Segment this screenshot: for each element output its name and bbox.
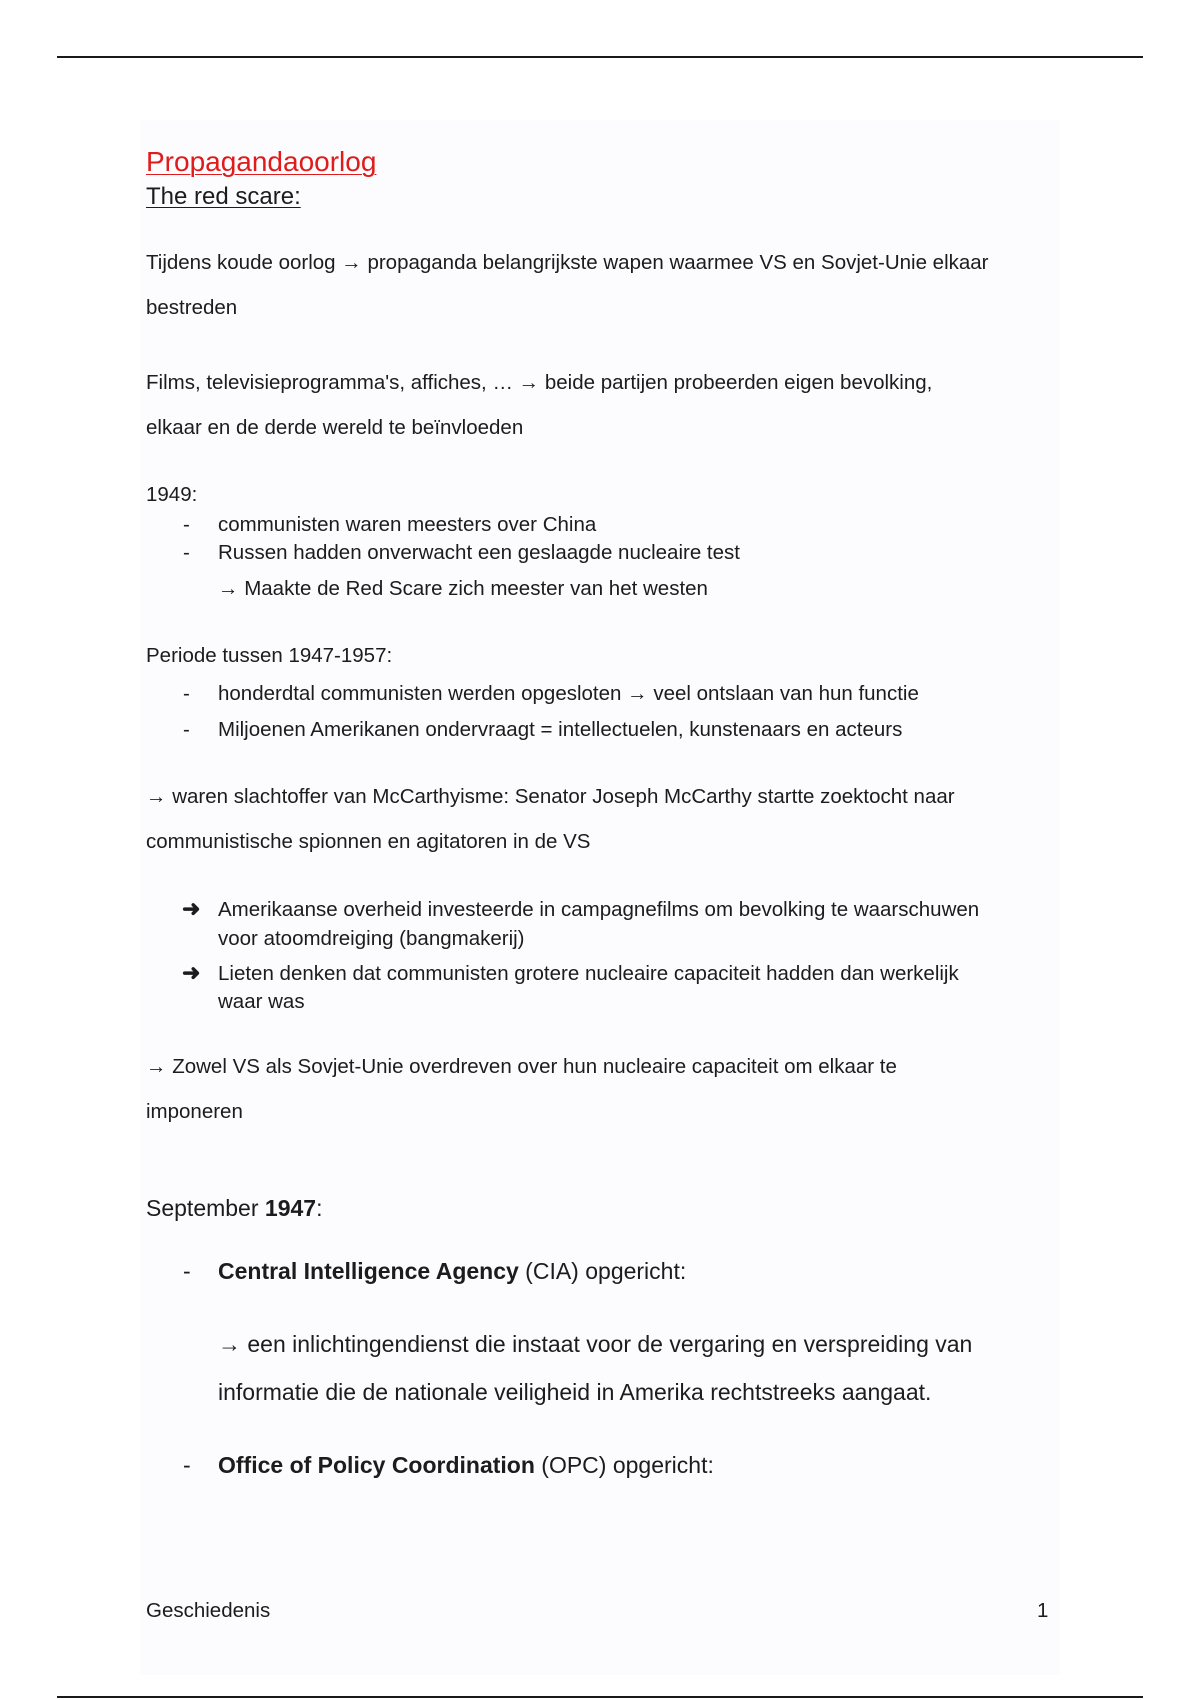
list-item: Lieten denken dat communisten grotere nucleaire capaciteit hadden dan werkelijk	[218, 962, 959, 985]
list-item-cia	[218, 1258, 686, 1285]
bullet-dash: -	[183, 541, 190, 564]
paragraph-line: Films, televisieprogramma's, affiches, … → beide partijen probeerden eigen bevolking,	[146, 371, 933, 394]
page-heading: Propagandaoorlog	[146, 146, 377, 177]
bullet-dash: -	[183, 1258, 191, 1284]
bullet-dash: -	[183, 682, 190, 705]
top-rule	[57, 56, 1143, 58]
bullet-dash: -	[183, 1452, 191, 1478]
bottom-rule	[57, 1696, 1143, 1698]
section-subheading: The red scare:	[146, 183, 301, 210]
arrow-bullet-icon: ➜	[182, 960, 201, 985]
date-label-year: 1947	[264, 1195, 317, 1221]
list-item: honderdtal communisten werden opgesloten → veel ontslaan van hun functie	[218, 682, 919, 705]
agency-note: (OPC) opgericht:	[534, 1452, 714, 1478]
agency-note: (CIA) opgericht:	[518, 1258, 687, 1284]
paragraph-line: communistische spionnen en agitatoren in de VS	[146, 830, 591, 853]
agency-description-line: informatie die de nationale veiligheid in Amerika rechtstreeks aangaat.	[218, 1379, 932, 1405]
paragraph-line: → waren slachtoffer van McCarthyisme: Senator Joseph McCarthy startte zoektocht naar	[146, 785, 955, 808]
list-item: communisten waren meesters over China	[218, 513, 597, 536]
date-label-suffix: :	[316, 1195, 323, 1221]
paragraph-line: → Zowel VS als Sovjet-Unie overdreven over hun nucleaire capaciteit om elkaar te	[146, 1055, 897, 1078]
bullet-dash: -	[183, 718, 190, 741]
list-item-continuation: voor atoomdreiging (bangmakerij)	[218, 927, 525, 950]
period-label: Periode tussen 1947-1957:	[146, 644, 393, 667]
date-label-prefix: September	[146, 1195, 265, 1221]
agency-description-line: → een inlichtingendienst die instaat voor de vergaring en verspreiding van	[218, 1331, 973, 1357]
paragraph-line: Tijdens koude oorlog → propaganda belangrijkste wapen waarmee VS en Sovjet-Unie elkaar	[146, 251, 989, 274]
footer-page-number: 1	[1037, 1599, 1049, 1622]
year-label: 1949:	[146, 483, 198, 506]
paragraph-line: bestreden	[146, 296, 238, 319]
bullet-dash: -	[183, 513, 190, 536]
list-followup: → Maakte de Red Scare zich meester van het westen	[218, 577, 708, 600]
paragraph-line: elkaar en de derde wereld te beïnvloeden	[146, 416, 524, 439]
agency-name: Central Intelligence Agency	[218, 1258, 519, 1284]
list-item-opc	[218, 1452, 714, 1479]
arrow-bullet-icon: ➜	[182, 896, 201, 921]
date-label	[146, 1195, 322, 1222]
list-item-continuation: waar was	[218, 990, 305, 1013]
list-item: Amerikaanse overheid investeerde in campagnefilms om bevolking te waarschuwen	[218, 898, 980, 921]
list-item: Russen hadden onverwacht een geslaagde nucleaire test	[218, 541, 740, 564]
agency-name: Office of Policy Coordination	[218, 1452, 535, 1478]
list-item: Miljoenen Amerikanen ondervraagt = intellectuelen, kunstenaars en acteurs	[218, 718, 903, 741]
paragraph-line: imponeren	[146, 1100, 243, 1123]
footer-subject: Geschiedenis	[146, 1599, 271, 1622]
